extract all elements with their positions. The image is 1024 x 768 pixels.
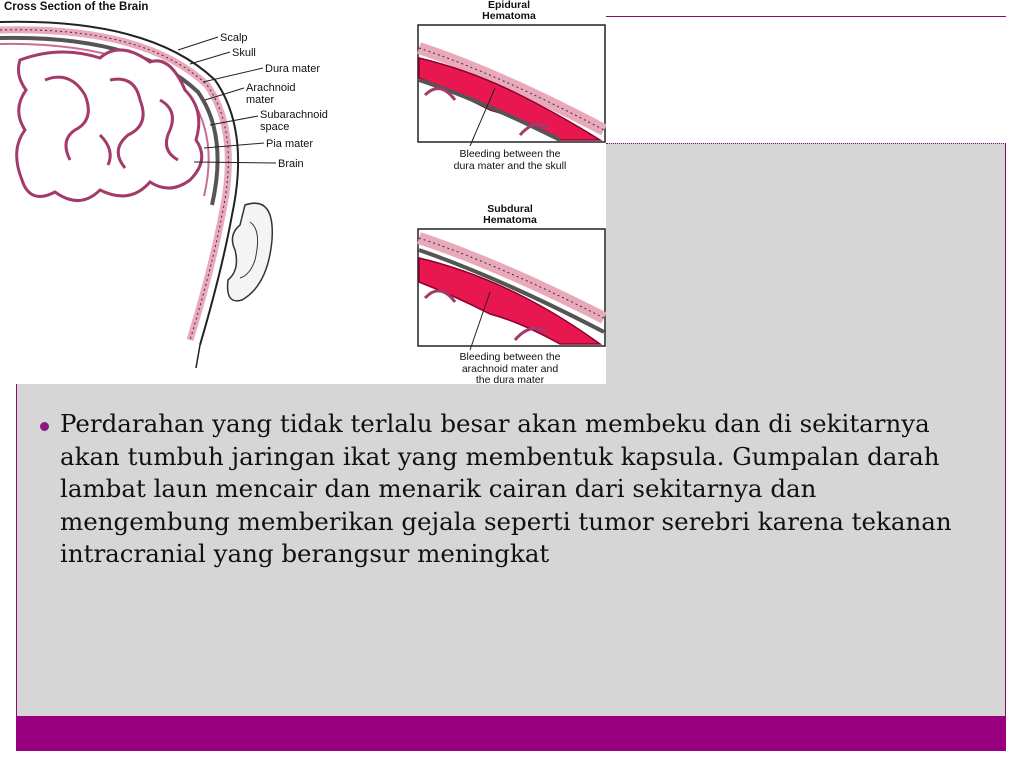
epidural-title-1: Epidural [487, 0, 531, 11]
label-arachnoid-mater: mater [246, 94, 275, 106]
label-brain: Brain [278, 158, 304, 170]
subdural-caption-3: the dura mater [475, 374, 545, 384]
epidural-title-2: Hematoma [482, 10, 536, 22]
subdural-caption-2: arachnoid mater and [461, 363, 559, 375]
top-rule [606, 16, 1006, 17]
label-arachnoid: Arachnoid [246, 82, 296, 94]
label-subarachnoid: Subarachnoid [260, 109, 328, 121]
bullet-marker [40, 422, 49, 431]
brain-cross-section-figure [0, 0, 606, 384]
figure-title: Cross Section of the Brain [4, 1, 149, 13]
label-dura-mater: Dura mater [265, 63, 321, 75]
neck-line [196, 345, 200, 368]
leader-dura [203, 68, 263, 82]
leader-skull [190, 52, 230, 64]
ear [228, 203, 273, 301]
brain-diagram [0, 0, 606, 384]
label-skull: Skull [232, 47, 256, 59]
leader-pia [204, 143, 264, 148]
label-scalp: Scalp [220, 32, 248, 44]
label-subarachnoid-space: space [260, 121, 290, 133]
subdural-title-1: Subdural [487, 203, 533, 215]
subdural-panel [418, 229, 605, 350]
bullet-paragraph: Perdarahan yang tidak terlalu besar akan membeku dan di sekitarnya akan tumbuh jaringan ikat yang membentuk kapsula. Gumpalan darah lambat laun mencair dan menarik cairan dari sekitarnya dan mengembung memberikan gejala seperti tumor serebri karena tekanan intracranial yang berangsur meningkat [60, 409, 952, 568]
epidural-caption-2: dura mater and the skull [453, 160, 567, 172]
brain-surface [17, 50, 202, 201]
epidural-panel [418, 25, 605, 146]
leader-brain [194, 162, 276, 163]
footer-bar [16, 716, 1006, 751]
dotted-divider [606, 143, 1006, 144]
label-pia-mater: Pia mater [266, 138, 314, 150]
subdural-caption-1: Bleeding between the [459, 351, 561, 363]
leader-scalp [178, 37, 218, 50]
subdural-title-2: Hematoma [483, 214, 537, 226]
top-right-panel [606, 17, 1006, 143]
epidural-caption-1: Bleeding between the [459, 148, 561, 160]
